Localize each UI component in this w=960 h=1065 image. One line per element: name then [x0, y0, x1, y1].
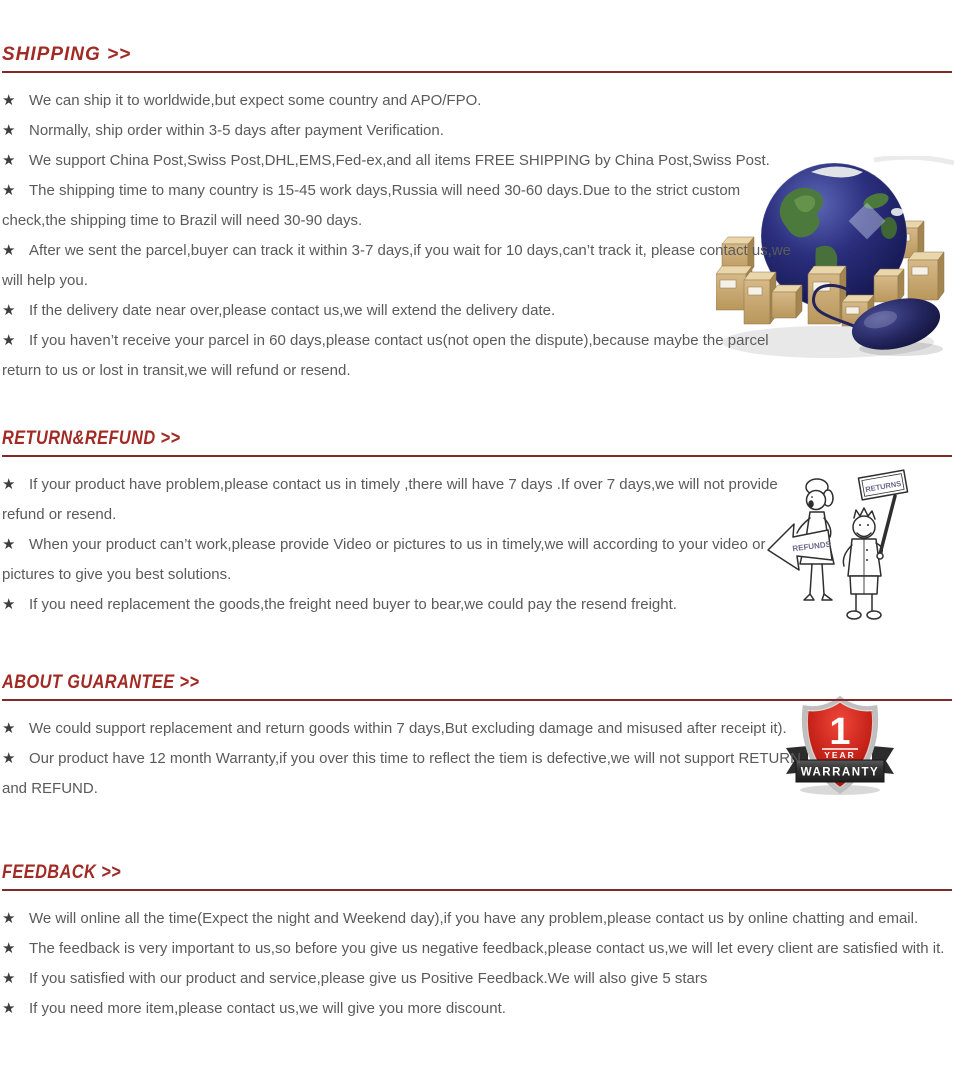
bullet-line: [2, 964, 947, 994]
bullet-line: [2, 530, 792, 590]
refunds-sign-label: REFUNDS: [791, 539, 832, 554]
star-bullet-icon: ★: [2, 182, 16, 199]
bullet-line: [2, 176, 792, 236]
star-bullet-icon: ★: [2, 92, 16, 109]
section-about-guarantee: [2, 672, 952, 804]
returns-sign-label: RETURNS: [864, 478, 902, 495]
bullet-text: If you need replacement the goods,the freight need buyer to bear,we could pay the resend freight.: [29, 596, 677, 613]
red-divider: [2, 71, 952, 73]
bullet-line: [2, 236, 792, 296]
bullet-text: If you satisfied with our product and service,please give us Positive Feedback.We will also give 5 stars: [29, 970, 708, 987]
bullet-text: When your product can’t work,please provide Video or pictures to us in timely,we will according to your video or pictures to give you best solutions.: [2, 536, 766, 583]
section-return-refund: [2, 428, 952, 620]
feedback-bullet-list: [2, 902, 947, 1024]
bullet-text: The shipping time to many country is 15-45 work days,Russia will need 30-60 days.Due to the strict custom check,the shipping time to Brazil will need 30-90 days.: [2, 182, 741, 229]
bullet-line: [2, 470, 792, 530]
bullet-line: [2, 86, 792, 116]
star-bullet-icon: ★: [2, 910, 16, 927]
star-bullet-icon: ★: [2, 536, 16, 553]
star-bullet-icon: ★: [2, 302, 16, 319]
bullet-text: We could support replacement and return goods within 7 days,But excluding damage and misused after receipt it).: [29, 720, 787, 737]
return-refund-heading: [2, 428, 952, 450]
about-guarantee-heading-text: ABOUT GUARANTEE >>: [2, 672, 200, 693]
bullet-text: We support China Post,Swiss Post,DHL,EMS,Fed-ex,and all items FREE SHIPPING by China Post,Swiss Post.: [29, 152, 770, 169]
bullet-text: If the delivery date near over,please contact us,we will extend the delivery date.: [29, 302, 556, 319]
bullet-line: [2, 994, 947, 1024]
warranty-number: 1: [829, 711, 851, 753]
star-bullet-icon: ★: [2, 940, 16, 957]
return-refund-heading-text: RETURN&REFUND >>: [2, 428, 181, 449]
bullet-line: [2, 326, 792, 386]
bullet-text: We will online all the time(Expect the night and Weekend day),if you have any problem,please contact us by online chatting and email.: [29, 910, 919, 927]
bullet-text: Normally, ship order within 3-5 days after payment Verification.: [29, 122, 444, 139]
year-label: YEAR: [824, 750, 856, 760]
bullet-text: If your product have problem,please contact us in timely ,there will have 7 days .If over 7 days,we will not provide refund or resend.: [2, 476, 778, 523]
star-bullet-icon: ★: [2, 242, 16, 259]
about-guarantee-bullet-list: [2, 712, 812, 804]
shipping-bullet-list: [2, 84, 792, 386]
star-bullet-icon: ★: [2, 1000, 16, 1017]
bullet-text: We can ship it to worldwide,but expect some country and APO/FPO.: [29, 92, 482, 109]
star-bullet-icon: ★: [2, 152, 16, 169]
feedback-heading: [2, 862, 952, 884]
warranty-label: WARRANTY: [800, 766, 880, 779]
bullet-text: The feedback is very important to us,so before you give us negative feedback,please contact us,we will let every client are satisfied with it.: [29, 940, 945, 957]
star-bullet-icon: ★: [2, 596, 16, 613]
bullet-line: [2, 296, 792, 326]
shipping-heading-text: SHIPPING >>: [2, 44, 132, 65]
bullet-line: [2, 714, 812, 744]
star-bullet-icon: ★: [2, 970, 16, 987]
star-bullet-icon: ★: [2, 750, 16, 767]
section-shipping: [2, 44, 952, 386]
bullet-text: Our product have 12 month Warranty,if you over this time to reflect the tiem is defective,we will not support RETURN and REFUND.: [2, 750, 801, 797]
bullet-text: After we sent the parcel,buyer can track it within 3-7 days,if you wait for 10 days,can’t track it, please contact us,we will help you.: [2, 242, 792, 289]
bullet-line: [2, 904, 947, 934]
red-divider: [2, 455, 952, 457]
red-divider: [2, 699, 952, 701]
bullet-line: [2, 590, 792, 620]
shipping-heading: [2, 44, 952, 66]
bullet-text: If you haven’t receive your parcel in 60 days,please contact us(not open the dispute),because maybe the parcel return to us or lost in transit,we will refund or resend.: [2, 332, 769, 379]
bullet-line: [2, 146, 792, 176]
bullet-line: [2, 116, 792, 146]
bullet-line: [2, 744, 812, 804]
star-bullet-icon: ★: [2, 476, 16, 493]
bullet-line: [2, 934, 947, 964]
bullet-text: If you need more item,please contact us,we will give you more discount.: [29, 1000, 506, 1017]
about-guarantee-heading: [2, 672, 952, 694]
feedback-heading-text: FEEDBACK >>: [2, 862, 122, 883]
red-divider: [2, 889, 952, 891]
star-bullet-icon: ★: [2, 332, 16, 349]
star-bullet-icon: ★: [2, 122, 16, 139]
star-bullet-icon: ★: [2, 720, 16, 737]
return-refund-bullet-list: [2, 468, 792, 620]
section-feedback: [2, 862, 952, 1024]
